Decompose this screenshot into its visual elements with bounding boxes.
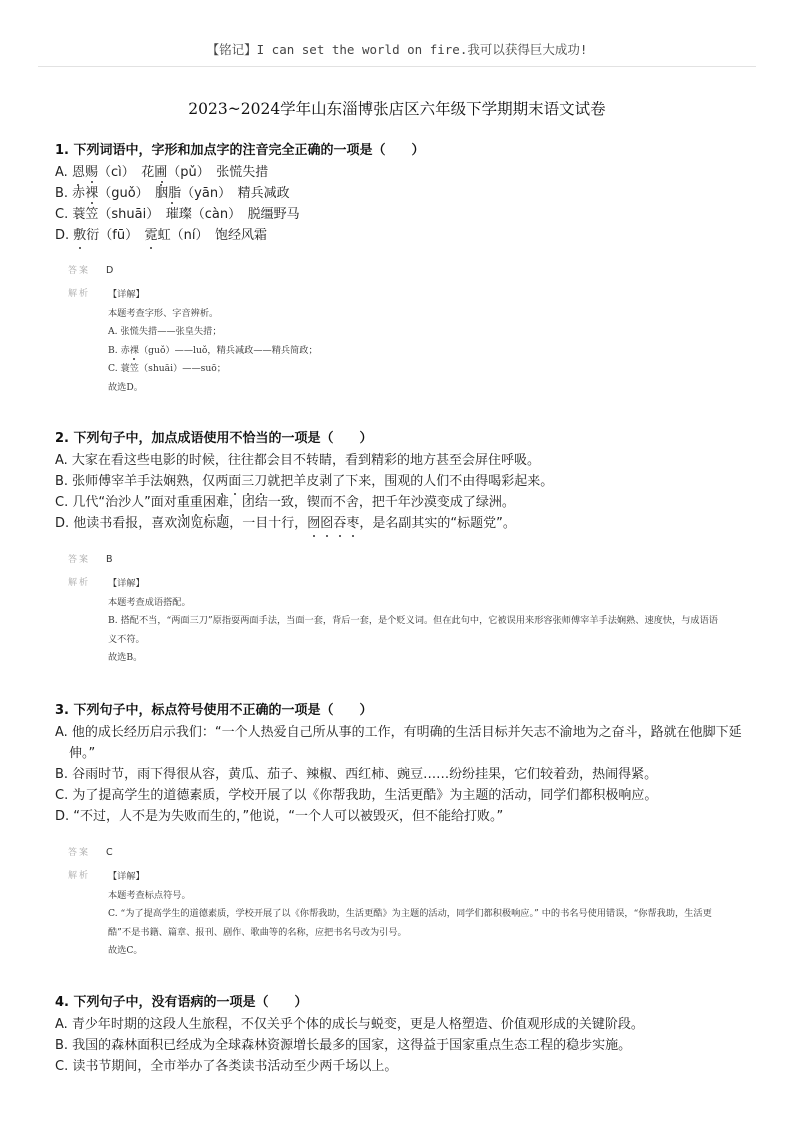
explanation-3: 解析 【详解】 本题考查标点符号。 C. “为了提高学生的道德素质，学校开展了以《你帮我助，生活更酷》为主题的活动，同学们都积极响应。” 中的书名号使用错误，“你帮我助，生活更酷”不是书籍、篇章、报刊、剧作、歌曲等的名称，应把书名号改为引号。 故选C。	[68, 871, 712, 956]
question-stem: 1. 下列词语中，字形和加点字的注音完全正确的一项是（ ）	[55, 143, 425, 158]
question-stem: 4. 下列句子中，没有语病的一项是（ ）	[55, 995, 308, 1010]
option-c: C. 蓑笠（shuāi） 璀璨（càn） 脱缰野马	[55, 204, 745, 225]
answer-value: B	[106, 554, 113, 565]
option-b: B. 我国的森林面积已经成为全球森林资源增长最多的国家，这得益于国家重点生态工程的稳步实施。	[55, 1038, 632, 1053]
answer-value: D	[106, 265, 114, 276]
option-a: A. 大家在看这些电影的时候，往往都会目不转睛，看到精彩的地方甚至会屏住呼吸。	[55, 453, 540, 468]
question-stem: 2. 下列句子中，加点成语使用不恰当的一项是（ ）	[55, 431, 373, 446]
option-d: D. 敷衍（fū） 霓虹（ní） 饱经风霜	[55, 225, 745, 246]
document-title: 2023~2024学年山东淄博张店区六年级下学期期末语文试卷	[188, 100, 606, 118]
option-a: A. 他的成长经历启示我们：“一个人热爱自己所从事的工作，有明确的生活目标并矢志不渝地为之奋斗，路就在他脚下延伸。”	[55, 725, 742, 761]
explanation-1: 解析 【详解】 本题考查字形、字音辨析。 A. 张慌失措——张皇失措； B. 赤裸（guǒ）——luǒ，精兵减政——精兵简政； C. 蓑笠（shuāi）——suō； 故选D。	[68, 289, 318, 393]
option-b: B. 张师傅宰羊手法娴熟，仅两面三刀就把羊皮剥了下来，围观的人们不由得喝彩起来。	[55, 471, 745, 492]
question-2	[55, 428, 745, 534]
answer-row: 答案 C	[68, 847, 113, 858]
header-divider	[38, 66, 756, 67]
question-3	[55, 700, 745, 827]
option-b: B. 谷雨时节，雨下得很从容，黄瓜、茄子、辣椒、西红柿、豌豆……纷纷挂果，它们较着劲，热闹得紧。	[55, 767, 658, 782]
option-d: D. 他读书看报，喜欢浏览标题，一目十行，囫囵吞枣，是名副其实的“标题党”。	[55, 513, 745, 534]
option-a: A. 青少年时期的这段人生旅程，不仅关乎个体的成长与蜕变，更是人格塑造、价值观形成的关键阶段。	[55, 1017, 644, 1032]
option-d: D. “不过，人不是为失败而生的，”他说，“一个人可以被毁灭，但不能给打败。”	[55, 809, 504, 824]
answer-value: C	[106, 847, 113, 858]
option-a: A. 恩赐（cì） 花圃（pǔ） 张慌失措	[55, 162, 745, 183]
question-stem: 3. 下列句子中，标点符号使用不正确的一项是（ ）	[55, 703, 373, 718]
answer-row: 答案 D	[68, 265, 114, 276]
option-b: B. 赤裸（guǒ） 胭脂（yān） 精兵减政	[55, 183, 745, 204]
question-1	[55, 140, 745, 246]
option-c: C. 几代“治沙人”面对重重困难，团结一致，锲而不舍，把千年沙漠变成了绿洲。	[55, 492, 745, 513]
option-c: C. 为了提高学生的道德素质，学校开展了以《你帮我助，生活更酷》为主题的活动，同学们都积极响应。	[55, 788, 658, 803]
header-motto: 【铭记】I can set the world on fire.我可以获得巨大成功!	[206, 42, 588, 57]
explanation-2: 解析 【详解】 本题考查成语搭配。 B. 搭配不当，“两面三刀”原指耍两面手法，当面一套，背后一套，是个贬义词。但在此句中，它被误用来形容张师傅宰羊手法娴熟、速度快，与成语语义不符。 故选B。	[68, 578, 718, 663]
question-4	[55, 992, 745, 1077]
option-c: C. 读书节期间，全市举办了各类读书活动至少两千场以上。	[55, 1059, 398, 1074]
answer-row: 答案 B	[68, 554, 113, 565]
